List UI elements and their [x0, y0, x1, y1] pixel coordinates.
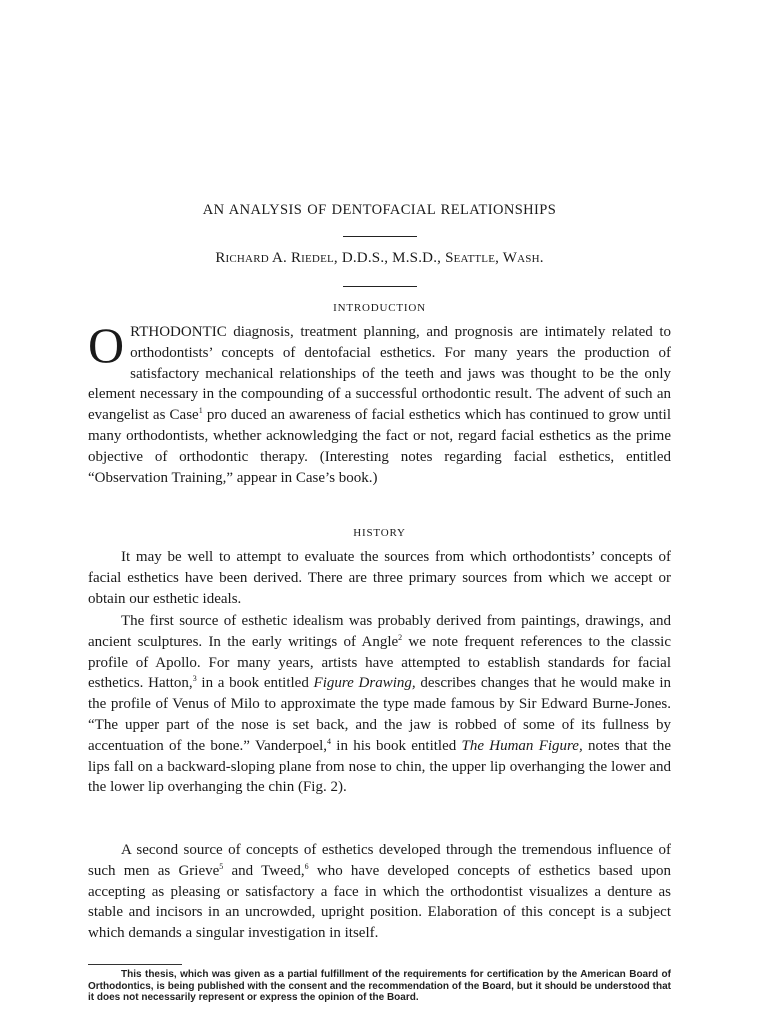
reference-5[interactable]: 5 — [219, 861, 224, 871]
intro-text: RTHODONTIC diagnosis, treatment planning, and prognosis are intimately related to orthodontists’ concepts of dentofacial esthetics. For many years the production of satisfactory mechanical relationships of the teeth and jaws was thought to be the only element necessary in the compounding of a successful orthodontic result. The advent of such an evangelist as Case — [88, 324, 671, 424]
author-name: Richard A. Riedel, — [215, 250, 338, 266]
article-title: AN ANALYSIS OF DENTOFACIAL RELATIONSHIPS — [202, 202, 557, 218]
reference-3[interactable]: 3 — [192, 674, 197, 684]
reference-6[interactable]: 6 — [304, 861, 309, 871]
footnote: This thesis, which was given as a partial fulfillment of the requirements for certification by the American Board of Orthodontics, is being published with the consent and the recommendation of the Board, but it should be understood that it does not necessarily represent or express the opinion of the Board. — [88, 969, 671, 1004]
p3-text-b: and Tweed, — [223, 862, 305, 879]
book-title-figure-drawing: Figure Drawing, — [313, 675, 416, 692]
author-location: Seattle, Wash. — [445, 250, 544, 266]
p2-text-c: in a book entitled — [196, 675, 314, 692]
p2-text-b: we note frequent references to the classic profile of Apollo. For many years, artists have attempted to establish standards for facial esthetics. Hatton, — [88, 633, 671, 692]
reference-2[interactable]: 2 — [398, 632, 403, 642]
p2-text-f: notes that the lips fall on a backward-sloping plane from nose to chin, the upper lip overhanging the lower and the lower lip overhanging the chin (Fig. 2). — [88, 737, 671, 796]
history-paragraph-2 — [88, 611, 671, 798]
reference-4[interactable]: 4 — [327, 736, 332, 746]
p2-text-d: describes changes that he would make in the profile of Venus of Milo to approximate the type made famous by Sir Edward Burne-Jones. “The upper part of the nose is set back, and the jaw is robbed of some of its fullness by accentuation of the bone.” Vanderpoel, — [88, 675, 672, 754]
history-paragraph-3 — [88, 840, 671, 944]
author-line — [88, 250, 671, 267]
footnote-divider — [88, 964, 182, 965]
p3-text-a: A second source of concepts of esthetics developed through the tremendous influence of such men as Grieve — [88, 842, 671, 879]
p3-text-c: who have developed concepts of esthetics based upon accepting as pleasing or satisfactory a face in which the orthodontist visualizes a denture as stable and incisors in an uncrowded, upright position. Elaboration of this concept is a subject which demands a singular investigation in itself. — [88, 862, 671, 942]
history-paragraph-1: It may be well to attempt to evaluate the sources from which orthodontists’ concepts of facial esthetics have been derived. There are three primary sources from which we accept or obtain our esthetic ideals. — [88, 549, 671, 607]
p2-text-e: in his book entitled — [331, 737, 462, 754]
book-title-human-figure: The Human Figure, — [461, 737, 583, 754]
title-divider — [343, 236, 417, 237]
section-heading-history: HISTORY — [353, 527, 406, 539]
article-page — [88, 0, 671, 1024]
reference-1[interactable]: 1 — [198, 406, 203, 416]
author-degrees: D.D.S., M.S.D., — [341, 250, 442, 266]
section-heading-introduction: INTRODUCTION — [333, 302, 426, 314]
intro-paragraph — [88, 317, 672, 488]
drop-cap: O — [88, 317, 125, 373]
author-divider — [343, 286, 417, 287]
intro-text-cont: pro duced an awareness of facial esthetics which has continued to grow until many orthodontists, whether acknowledging the fact or not, regard facial esthetics as the prime objective of orthodontic therapy. (Interesting notes regarding facial esthetics, entitled “Observation Training,” appear in Case’s book.) — [88, 407, 672, 486]
p2-text-a: The first source of esthetic idealism was probably derived from paintings, drawings, and ancient sculptures. In the early writings of Angle — [88, 613, 671, 650]
